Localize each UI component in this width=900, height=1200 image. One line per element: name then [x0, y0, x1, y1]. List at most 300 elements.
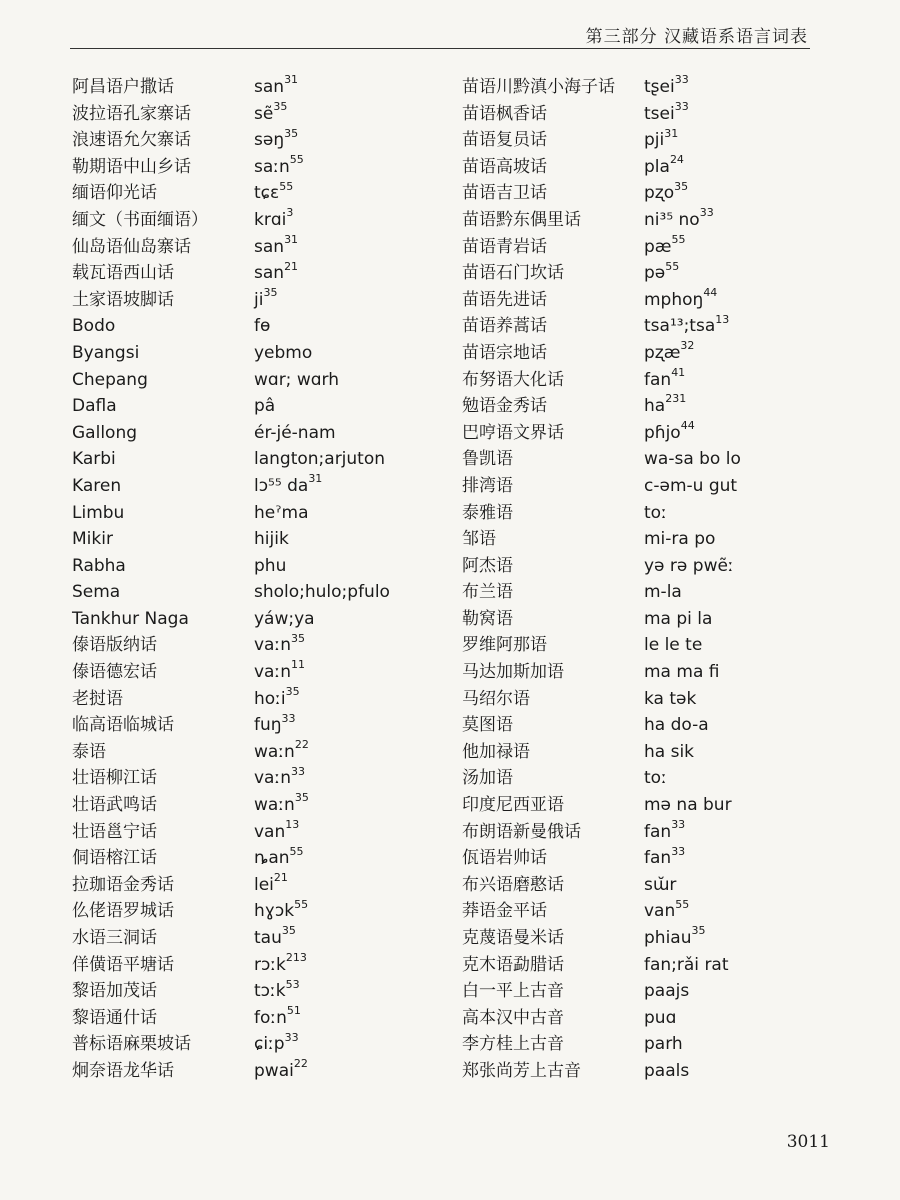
word-entry-row — [462, 739, 852, 766]
word-form — [254, 845, 304, 872]
language-name: Karbi — [72, 449, 116, 470]
word-form-text: phu — [254, 555, 287, 576]
word-form-text: pwai — [254, 1060, 294, 1081]
word-entry-row — [462, 180, 852, 207]
tone-superscript: 35 — [263, 286, 278, 300]
word-form — [644, 473, 737, 500]
word-entry-row — [72, 260, 462, 287]
word-form-text: rɔːk — [254, 954, 286, 975]
word-entry-row — [72, 579, 462, 606]
tone-superscript: 32 — [680, 339, 695, 353]
word-form — [644, 952, 729, 979]
tone-superscript: 21 — [284, 259, 299, 273]
language-name: 苗语高坡话 — [462, 156, 547, 177]
word-entry-row — [72, 74, 462, 101]
word-form-text: ha sik — [644, 741, 695, 762]
tone-superscript: 33 — [674, 73, 689, 87]
word-form — [644, 154, 684, 181]
word-entry-row — [462, 127, 852, 154]
word-form-text: san — [254, 263, 285, 284]
word-form-text: waːn — [254, 741, 295, 762]
word-form — [644, 260, 679, 287]
word-form-text: sẽ — [254, 103, 274, 124]
word-form-text: pâ — [254, 396, 276, 417]
word-form — [254, 420, 336, 447]
word-form — [644, 393, 686, 420]
tone-superscript: 3 — [286, 206, 294, 220]
word-form — [644, 101, 689, 128]
word-form — [254, 872, 288, 899]
word-entry-row — [462, 1005, 852, 1032]
tone-superscript: 31 — [308, 472, 323, 486]
word-entry-row — [72, 978, 462, 1005]
word-form — [644, 234, 685, 261]
word-entry-row — [72, 154, 462, 181]
tone-superscript: 35 — [285, 685, 300, 698]
language-name: 苗语川黔滇小海子话 — [462, 77, 615, 97]
word-form-text: fan — [644, 369, 672, 390]
tone-superscript: 22 — [294, 738, 309, 752]
language-name: 阿昌语户撒话 — [72, 77, 174, 97]
word-entry-row — [462, 207, 852, 234]
word-entry-row — [72, 473, 462, 500]
word-entry-row — [462, 579, 852, 606]
word-entry-row — [72, 367, 462, 394]
word-form-text: heˀma — [254, 502, 309, 523]
word-entry-row — [72, 553, 462, 580]
word-entry-row — [72, 792, 462, 819]
word-entry-row — [462, 1031, 852, 1058]
language-name: 鲁凯语 — [462, 449, 513, 470]
word-form-text: van — [644, 901, 676, 922]
word-form-text: fuŋ — [254, 715, 282, 736]
language-name: 傣语德宏话 — [72, 662, 157, 683]
header-rule — [70, 48, 810, 49]
word-form-text: mi-ra po — [644, 529, 716, 550]
word-form — [644, 74, 689, 101]
language-name: 印度尼西亚语 — [462, 795, 564, 816]
word-form — [644, 180, 688, 207]
language-name: 傣语版纳话 — [72, 635, 157, 656]
word-form-text: ni³⁵ no — [644, 209, 700, 230]
word-form-text: sɯ̆r — [644, 874, 677, 895]
word-form — [644, 1031, 683, 1058]
word-form-text: tɕɛ — [254, 183, 280, 204]
tone-superscript: 35 — [691, 924, 706, 938]
tone-superscript: 35 — [290, 631, 305, 645]
word-form — [254, 712, 296, 739]
language-name: 佯僙语平塘话 — [72, 954, 174, 975]
tone-superscript: 33 — [290, 764, 305, 778]
language-name: 马绍尔语 — [462, 688, 530, 709]
tone-superscript: 33 — [674, 99, 689, 113]
word-form-text: yə rə pwẽː — [644, 555, 734, 576]
language-name: Chepang — [72, 369, 148, 390]
word-entry-row — [72, 1058, 462, 1085]
word-form — [644, 287, 717, 314]
word-entry-row — [462, 101, 852, 128]
word-entry-row — [462, 606, 852, 633]
tone-superscript: 55 — [665, 259, 680, 273]
language-name: Limbu — [72, 502, 125, 523]
word-form-text: fɵ — [254, 316, 271, 337]
word-entry-row — [462, 1058, 852, 1085]
word-form — [254, 739, 309, 766]
word-form — [644, 579, 682, 606]
word-form — [254, 579, 390, 606]
language-name: 壮语邕宁话 — [72, 821, 157, 842]
word-form — [254, 553, 286, 580]
language-name: 拉珈语金秀话 — [72, 874, 174, 895]
word-form — [644, 127, 678, 154]
word-entry-row — [462, 898, 852, 925]
word-form-text: tau — [254, 928, 282, 948]
word-entry-row — [462, 925, 852, 952]
word-form — [644, 340, 694, 367]
language-name: 勒期语中山乡话 — [72, 156, 191, 177]
word-form — [254, 313, 270, 340]
language-name: 克木语勐腊话 — [462, 954, 564, 975]
language-name: 勉语金秀话 — [462, 396, 547, 417]
word-form-text: waːn — [254, 795, 295, 816]
word-entry-row — [462, 313, 852, 340]
word-entry-row — [72, 952, 462, 979]
word-form — [254, 765, 305, 792]
language-name: Karen — [72, 475, 122, 496]
language-name: Bodo — [72, 316, 116, 337]
word-form-text: hijik — [254, 529, 289, 550]
word-form — [254, 792, 309, 819]
tone-superscript: 13 — [715, 312, 730, 326]
word-form-text: səŋ — [254, 130, 285, 151]
word-form-text: ma pi la — [644, 608, 713, 629]
language-name: 苗语复员话 — [462, 130, 547, 151]
language-name: 李方桂上古音 — [462, 1034, 564, 1055]
word-entry-row — [462, 260, 852, 287]
word-form — [254, 393, 275, 420]
tone-superscript: 33 — [699, 206, 714, 220]
word-form — [644, 898, 689, 925]
word-form-text: tsa¹³;tsa — [644, 316, 716, 337]
word-form-text: pʐæ — [644, 342, 681, 363]
left-column — [72, 74, 462, 1085]
language-name: 他加禄语 — [462, 741, 530, 762]
language-name: 汤加语 — [462, 768, 513, 789]
word-form — [254, 952, 307, 979]
language-name: Byangsi — [72, 342, 140, 363]
word-form-text: ha — [644, 396, 666, 417]
word-entry-row — [72, 712, 462, 739]
word-form — [644, 526, 715, 553]
tone-superscript: 35 — [281, 924, 296, 938]
language-name: 布朗语新曼俄话 — [462, 821, 581, 842]
language-name: 壮语武鸣话 — [72, 795, 157, 816]
word-entry-row — [72, 207, 462, 234]
language-name: 马达加斯加语 — [462, 662, 564, 683]
word-form — [644, 845, 685, 872]
language-name: 波拉语孔家寨话 — [72, 103, 191, 124]
word-entry-row — [72, 393, 462, 420]
word-form-text: langton;arjuton — [254, 449, 386, 470]
word-form — [254, 659, 305, 686]
word-form-text: phiau — [644, 928, 692, 948]
word-form-text: ér-jé-nam — [254, 422, 336, 443]
word-form-text: le le te — [644, 635, 703, 656]
word-entry-row — [72, 446, 462, 473]
tone-superscript: 213 — [285, 950, 307, 964]
word-entry-row — [72, 287, 462, 314]
word-form-text: hoːi — [254, 688, 286, 709]
word-entry-row — [462, 819, 852, 846]
tone-superscript: 33 — [671, 817, 686, 831]
word-form — [644, 1058, 689, 1085]
tone-superscript: 53 — [285, 977, 300, 991]
word-form — [644, 925, 705, 952]
word-form-text: lɔ⁵⁵ da — [254, 475, 309, 496]
word-entry-row — [72, 1031, 462, 1058]
word-form — [254, 180, 293, 207]
word-form — [644, 553, 734, 580]
word-form — [644, 978, 689, 1005]
word-entry-row — [72, 340, 462, 367]
language-name: 临高语临城话 — [72, 715, 174, 736]
word-form — [254, 446, 385, 473]
language-name: 黎语加茂话 — [72, 981, 157, 1002]
word-entry-row — [462, 978, 852, 1005]
word-entry-row — [462, 553, 852, 580]
tone-superscript: 31 — [284, 232, 299, 246]
tone-superscript: 33 — [284, 1030, 299, 1044]
language-name: 土家语坡脚话 — [72, 289, 174, 310]
language-name: 缅文（书面缅语） — [72, 209, 208, 230]
language-name: 载瓦语西山话 — [72, 263, 174, 284]
word-form-text: c-əm-u gut — [644, 475, 738, 496]
word-form — [644, 207, 714, 234]
word-entry-row — [462, 845, 852, 872]
word-form-text: fan;rǎi rat — [644, 954, 729, 975]
word-entry-row — [72, 420, 462, 447]
tone-superscript: 22 — [293, 1057, 308, 1071]
word-form-text: vaːn — [254, 768, 291, 789]
word-entry-row — [462, 632, 852, 659]
word-form — [254, 925, 296, 952]
word-form-text: yáw;ya — [254, 608, 315, 629]
word-form-text: ɕiːp — [254, 1034, 285, 1055]
word-form — [644, 712, 709, 739]
word-form-text: ka tək — [644, 688, 697, 709]
word-entry-row — [462, 659, 852, 686]
word-form-text: hɣɔk — [254, 901, 295, 922]
word-entry-row — [72, 872, 462, 899]
language-name: 水语三洞话 — [72, 928, 157, 948]
word-form — [644, 765, 667, 792]
tone-superscript: 44 — [703, 286, 718, 300]
language-name: 苗语石门坎话 — [462, 263, 564, 284]
word-form — [254, 978, 300, 1005]
tone-superscript: 33 — [671, 844, 686, 858]
word-entry-row — [462, 792, 852, 819]
word-form-text: toː — [644, 502, 667, 523]
word-form-text: saːn — [254, 156, 290, 177]
word-entry-row — [72, 632, 462, 659]
word-form-text: krɑi — [254, 209, 287, 230]
language-name: 佤语岩帅话 — [462, 848, 547, 869]
word-form-text: tɔːk — [254, 981, 286, 1002]
language-name: 苗语宗地话 — [462, 342, 547, 363]
language-name: 郑张尚芳上古音 — [462, 1060, 581, 1081]
tone-superscript: 35 — [284, 126, 299, 140]
word-entry-row — [72, 925, 462, 952]
tone-superscript: 231 — [665, 392, 687, 406]
page-number: 3011 — [786, 1132, 830, 1152]
language-name: 罗维阿那语 — [462, 635, 547, 656]
word-entry-row — [462, 74, 852, 101]
word-entry-row — [72, 127, 462, 154]
word-entry-row — [72, 234, 462, 261]
word-form-text: fan — [644, 848, 672, 869]
language-name: 莫图语 — [462, 715, 513, 736]
word-entry-row — [462, 340, 852, 367]
word-form — [644, 420, 695, 447]
language-name: Tankhur Naga — [72, 608, 189, 629]
language-name: 克蔑语曼米话 — [462, 928, 564, 948]
language-name: 炯奈语龙华话 — [72, 1060, 174, 1081]
word-entry-row — [72, 765, 462, 792]
language-name: 侗语榕江话 — [72, 848, 157, 869]
word-entry-row — [72, 819, 462, 846]
word-form-text: tʂei — [644, 77, 675, 97]
word-form-text: foːn — [254, 1007, 287, 1028]
word-entry-row — [462, 420, 852, 447]
word-entry-row — [462, 952, 852, 979]
word-entry-row — [462, 872, 852, 899]
language-name: Rabha — [72, 555, 126, 576]
word-form-text: yebmo — [254, 342, 313, 363]
word-form-text: vaːn — [254, 662, 291, 683]
word-form — [254, 154, 304, 181]
tone-superscript: 35 — [294, 791, 309, 805]
tone-superscript: 35 — [273, 99, 288, 113]
language-name: 布努语大化话 — [462, 369, 564, 390]
word-entry-row — [72, 313, 462, 340]
word-entry-row — [72, 845, 462, 872]
language-name: 阿杰语 — [462, 555, 513, 576]
language-name: 浪速语允欠寨话 — [72, 130, 191, 151]
word-form — [254, 898, 308, 925]
word-form — [644, 500, 667, 527]
word-form — [254, 260, 298, 287]
word-entry-row — [72, 898, 462, 925]
word-entry-row — [462, 765, 852, 792]
right-column — [462, 74, 852, 1085]
word-form-text: lei — [254, 874, 274, 895]
word-form-text: ji — [254, 289, 264, 310]
word-form — [644, 367, 685, 394]
word-form — [254, 1031, 299, 1058]
language-name: Gallong — [72, 422, 138, 443]
word-form — [254, 367, 339, 394]
word-form — [254, 234, 298, 261]
word-form — [644, 632, 702, 659]
word-entry-row — [72, 659, 462, 686]
word-entry-row — [72, 1005, 462, 1032]
word-form — [254, 473, 322, 500]
word-form — [644, 792, 732, 819]
word-form-text: pʐo — [644, 183, 675, 204]
word-entry-row — [462, 526, 852, 553]
word-form — [254, 340, 312, 367]
language-name: 仫佬语罗城话 — [72, 901, 174, 922]
word-form — [644, 872, 676, 899]
language-name: 壮语柳江话 — [72, 768, 157, 789]
language-name: Sema — [72, 582, 121, 603]
word-form-text: wa-sa bo lo — [644, 449, 741, 470]
word-form — [254, 526, 289, 553]
tone-superscript: 11 — [290, 658, 305, 672]
tone-superscript: 33 — [281, 711, 296, 725]
language-name: 邹语 — [462, 529, 496, 550]
language-name: 苗语先进话 — [462, 289, 547, 310]
word-form-text: ma ma fi — [644, 662, 720, 683]
word-form-text: pə — [644, 263, 666, 284]
language-name: 苗语枫香话 — [462, 103, 547, 124]
word-entry-row — [462, 446, 852, 473]
word-entry-row — [462, 500, 852, 527]
word-form — [254, 1005, 301, 1032]
word-form — [644, 659, 719, 686]
word-form — [644, 739, 694, 766]
word-form-text: vaːn — [254, 635, 291, 656]
language-name: 布兴语磨憨话 — [462, 874, 564, 895]
word-entry-row — [462, 712, 852, 739]
language-name: 普标语麻栗坡话 — [72, 1034, 191, 1055]
running-header: 第三部分 汉藏语系语言词表 — [585, 27, 808, 47]
word-entry-row — [72, 739, 462, 766]
tone-superscript: 44 — [680, 419, 695, 433]
language-name: 苗语吉卫话 — [462, 183, 547, 204]
word-form — [254, 287, 277, 314]
word-form-text: parh — [644, 1034, 683, 1055]
language-name: 仙岛语仙岛寨话 — [72, 236, 191, 257]
tone-superscript: 41 — [671, 365, 686, 379]
word-entry-row — [72, 686, 462, 713]
tone-superscript: 55 — [289, 844, 304, 858]
word-form — [254, 127, 298, 154]
word-entry-row — [72, 500, 462, 527]
language-name: 缅语仰光话 — [72, 183, 157, 204]
word-form-text: paajs — [644, 981, 690, 1002]
word-form-text: san — [254, 77, 285, 97]
word-form-text: paals — [644, 1060, 690, 1081]
word-form — [644, 819, 685, 846]
word-form-text: pɦjo — [644, 422, 681, 443]
word-form — [644, 313, 729, 340]
word-form-text: ȵan — [254, 848, 290, 869]
word-form-text: m-la — [644, 582, 682, 603]
tone-superscript: 55 — [671, 232, 686, 246]
word-form — [644, 1005, 676, 1032]
tone-superscript: 55 — [294, 897, 309, 911]
language-name: Mikir — [72, 529, 113, 550]
word-form — [644, 446, 741, 473]
word-form-text: van — [254, 821, 286, 842]
language-name: 勒窝语 — [462, 608, 513, 629]
tone-superscript: 55 — [289, 153, 304, 167]
word-form-text: pla — [644, 156, 670, 177]
tone-superscript: 13 — [285, 817, 300, 831]
word-form-text: sholo;hulo;pfulo — [254, 582, 390, 603]
word-form-text: pji — [644, 130, 665, 151]
